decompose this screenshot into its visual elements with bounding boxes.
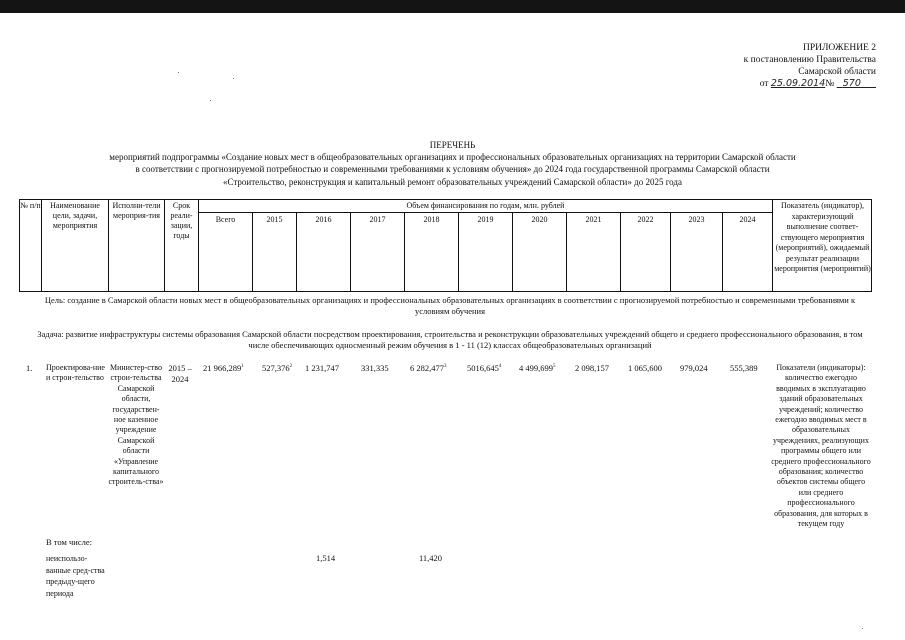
header-year-2020: 2020 (531, 215, 548, 224)
appendix-title: ПРИЛОЖЕНИЕ 2 (802, 43, 876, 53)
header-year-2023: 2023 (688, 215, 705, 224)
appendix-date-line (716, 78, 876, 90)
handwritten-number: 570 (842, 78, 861, 89)
handwritten-date: 25.09.2014 (770, 78, 826, 89)
header-year-2021: 2021 (585, 215, 602, 224)
scan-speck (233, 78, 234, 79)
header-col-indicator: Показатель (индикатор), характеризующий выполнение соответ-ствующего мероприятия (мероприятий), ожидаемый результат реализации мероприятия (мероприятий) (774, 201, 871, 273)
appendix-block (716, 42, 876, 90)
date-prefix: от (759, 79, 769, 89)
row-2017: 331,335 (361, 363, 389, 373)
header-year-2017: 2017 (369, 215, 386, 224)
title-line-2: в соответствии с прогнозируемой потребностью и современными требованиями к условиям обучения» до 2024 года государственной программы Самарской области (135, 164, 770, 174)
sub-row-2016: 1,514 (316, 553, 336, 563)
row-executor: Министер-ство строи-тельства Самарской области, государствен-ное казенное учреждение Самарской области «Управление капитального строитель-ства» (108, 363, 164, 487)
row-2016: 1 231,747 (305, 363, 339, 373)
title-line-3: «Строительство, реконструкция и капитальный ремонт образовательных учреждений Самарской области» до 2025 года (223, 177, 682, 187)
scan-speck (210, 100, 211, 101)
header-col-executor: Исполни-тели мероприя-тия (112, 201, 161, 220)
header-col-name: Наименование цели, задачи, мероприятия (50, 201, 100, 230)
row-2015: 527,376$^2$ (262, 363, 293, 373)
row-number: 1. (26, 363, 33, 373)
scan-top-border (0, 0, 905, 13)
header-year-2024: 2024 (739, 215, 756, 224)
header-col-total: Всего (215, 215, 236, 224)
sub-row-2018: 11,420 (419, 553, 443, 563)
number-prefix: № (825, 79, 835, 89)
row-term: 2015 – 2024 (168, 363, 192, 384)
row-2021: 2 098,157 (575, 363, 609, 373)
header-table (19, 199, 872, 292)
row-2022: 1 065,600 (628, 363, 662, 373)
scan-speck (178, 72, 179, 73)
appendix-line-3: Самарской области (798, 67, 876, 77)
document-title: ПЕРЕЧЕНЬ (429, 140, 476, 150)
appendix-line-2: к постановлению Правительства (743, 55, 876, 65)
row-2019: 5016,645$^4$ (467, 363, 502, 373)
row-indicator: Показатели (индикаторы): количество ежегодно вводимых в эксплуатацию зданий образовательных учреждений; количество ежегодно вводимых мест в образовательных учреждениях, реализующих программы общего или среднего профессионального образования; количество объектов системы общего или среднего профессионального образования, для которых в текущем году (771, 363, 871, 529)
header-year-2016: 2016 (315, 215, 332, 224)
header-year-2018: 2018 (423, 215, 440, 224)
row-name: Проектирова-ние и строи-тельство (46, 363, 105, 383)
header-year-2019: 2019 (477, 215, 494, 224)
scan-speck (862, 628, 863, 629)
sub-row-name: неиспользо-ванные сред-ства предыду-щего периода (46, 554, 105, 598)
row-2020: 4 499,699$^5$ (519, 363, 556, 373)
title-line-1: мероприятий подпрограммы «Создание новых мест в общеобразовательных организациях и профессиональных образовательных организациях на территории Самарской области (109, 152, 796, 162)
including-label: В том числе: (46, 537, 92, 547)
header-year-2022: 2022 (637, 215, 654, 224)
header-year-2015: 2015 (266, 215, 283, 224)
task-text: Задача: развитие инфраструктуры системы образования Самарской области посредством проектирования, строительства и реконструкции образовательных учреждений общего и среднего профессионального образования, в том числе обеспечивающих односменный режим обучения в 1 - 11 (12) классах общеобразовательных организаций (37, 329, 863, 350)
row-total: 21 966,289$^1$ (203, 363, 244, 373)
row-2024: 555,389 (730, 363, 758, 373)
header-col-term: Срок реали-зации, годы (170, 201, 193, 240)
row-2018: 6 282,477$^3$ (410, 363, 447, 373)
goal-text: Цель: создание в Самарской области новых мест в общеобразовательных организациях и профессиональных образовательных организациях в соответствии с прогнозируемой потребностью и современными требованиями к условиям обучения (44, 295, 856, 316)
header-funding-group: Объем финансирования по годам, млн. рублей (406, 201, 565, 210)
row-2023: 979,024 (680, 363, 708, 373)
header-col-number: № п/п (20, 201, 41, 210)
